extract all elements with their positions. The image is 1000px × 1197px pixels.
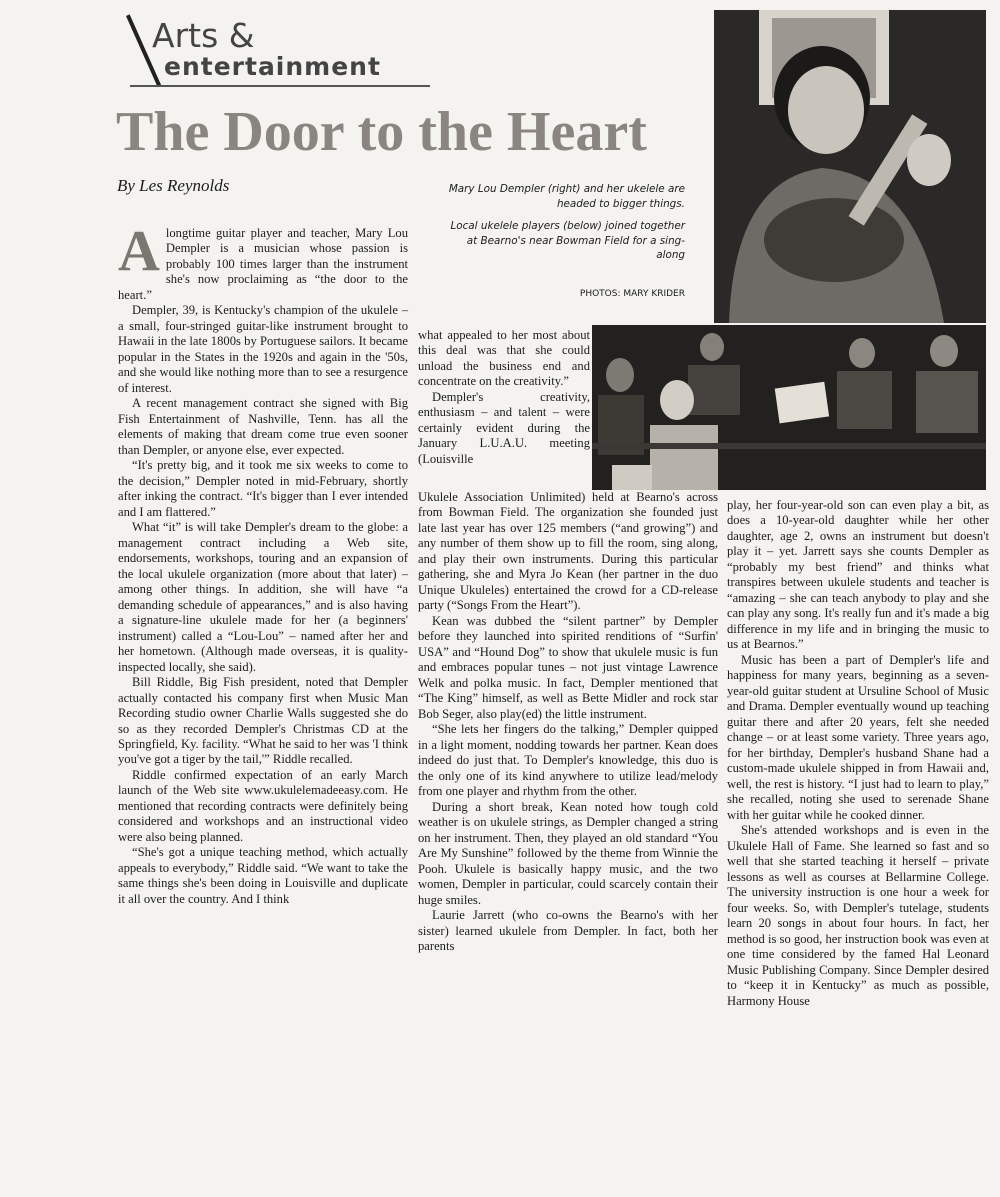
- section-arts: Arts &: [152, 16, 255, 55]
- photo-group: [592, 325, 986, 490]
- article-column-3: [727, 498, 989, 1009]
- photo-dempler-image: [714, 10, 986, 323]
- caption-2: Local ukelele players (below) joined together at Bearno's near Bowman Field for a sing-along: [450, 220, 685, 262]
- paragraph: play, her four-year-old son can even play a bit, as does a 10-year-old daughter while her other daughter, age 2, owns an instrument but doesn't play it – yet. Jarrett says she counts Dempler as “probably my best friend” and thinks what transpires between ukulele students and teacher is “amazing – she can teach anybody to play and she can play any song. It's really fun and it's made a big difference in my life and in bringing the music to us at Bearnos.”: [727, 498, 989, 652]
- paragraph: What “it” is will take Dempler's dream to the globe: a management contract including a Web site, endorsements, workshops, touring and an expansion of the local ukulele organization (more about that later) – among other things. In addition, she will have “a demanding schedule of appearances,” and is also having a signature-line ukulele made for her (a beginners' instrument) called a “Lou-Lou” – named after her and her hometown. (Although made overseas, it is quality-inspected locally, she said).: [118, 520, 408, 674]
- paragraph: Dempler, 39, is Kentucky's champion of the ukulele – a small, four-stringed guitar-like instrument brought to Hawaii in the late 1800s by Portuguese sailors. It became popular in the States in the 1920s and again in the '50s, and she would like nothing more than to see a resurgence of interest.: [118, 303, 408, 395]
- paragraph: longtime guitar player and teacher, Mary Lou Dempler is a musician whose passion is probably 100 times larger than the instrument she's now proclaiming as “the door to the heart.”: [118, 226, 408, 302]
- logo-underline: [130, 85, 430, 87]
- paragraph: A recent management contract she signed with Big Fish Entertainment of Nashville, Tenn. has all the elements of making that dream come true even sooner than Dempler, or anyone else, ever expected.: [118, 396, 408, 457]
- paragraph: Music has been a part of Dempler's life and happiness for many years, beginning as a seven-year-old guitar student at Ursuline School of Music and Drama. Dempler eventually wound up teaching guitar there and after 20 years, felt she needed change – or at least some variety. Three years ago, for her birthday, Dempler's husband Shane had a custom-made ukulele shipped in from Hawaii and, well, the rest is history. “I just had to learn to play,” she recalled, noting she used to serenade Shane with her guitar while he cooked dinner.: [727, 652, 989, 822]
- section-logo: [112, 10, 432, 90]
- paragraph: what appealed to her most about this deal was that she could unload the business end and concentrate on the creativity.”: [418, 328, 590, 389]
- paragraph: Riddle confirmed expectation of an early March launch of the Web site www.ukulelemadeeasy.com. He mentioned that recording contracts were definitely being considered and workshops and an instructional video were also being planned.: [118, 767, 408, 844]
- article-column-1: [118, 218, 408, 907]
- section-entertainment: entertainment: [164, 52, 381, 81]
- caption-1: Mary Lou Dempler (right) and her ukelele are headed to bigger things.: [448, 183, 685, 210]
- photo-credit: PHOTOS: MARY KRIDER: [579, 289, 685, 299]
- paragraph: Laurie Jarrett (who co-owns the Bearno's with her sister) learned ukulele from Dempler. In fact, both her parents: [418, 908, 718, 954]
- paragraph: Dempler's creativity, enthusiasm – and talent – were certainly evident during the January L.U.A.U. meeting (Louisville: [418, 389, 590, 466]
- paragraph: “It's pretty big, and it took me six weeks to come to the decision,” Dempler noted in mid-February, shortly after inking the contract. “It's bigger than I ever intended and I am flattered.”: [118, 458, 408, 519]
- article-column-2-top: [418, 328, 590, 467]
- photo-dempler: [714, 10, 986, 323]
- paragraph: “She lets her fingers do the talking,” Dempler quipped in a light moment, nodding towards her partner. Kean does indeed do just that. To Dempler's knowledge, this duo is the only one of its kind anywhere to utilize lead/melody from one player and rhythm from the other.: [418, 722, 718, 799]
- paragraph: Kean was dubbed the “silent partner” by Dempler before they launched into spirited renditions of “Surfin' USA” and “Hound Dog” to show that ukulele music is fun and embraces popular tunes – not just vintage Lawrence Welk and polka music. In fact, Dempler mentioned that “The King” himself, as well as Bette Midler and rock star Bob Seger, also play(ed) the little instrument.: [418, 613, 718, 721]
- paragraph: During a short break, Kean noted how tough cold weather is on ukulele strings, as Dempler changed a string on her instrument. Then, they played an old standard “You Are My Sunshine” followed by the theme from Winnie the Pooh. Ukulele is basically happy music, and the two women, Dempler in particular, could scarcely contain their huge smiles.: [418, 799, 718, 907]
- paragraph: “She's got a unique teaching method, which actually appeals to everybody,” Riddle said. “We want to take the same things she's been doing in Louisville and duplicate it all over the country. And I think: [118, 845, 408, 906]
- drop-cap: A: [118, 218, 160, 283]
- headline: The Door to the Heart: [116, 101, 647, 163]
- byline: By Les Reynolds: [117, 176, 230, 195]
- paragraph: She's attended workshops and is even in the Ukulele Hall of Fame. She learned so fast and so well that she started teaching it herself – private lessons as well as courses at Bellarmine College. The university instruction is one hour a week for four weeks. So, with Dempler's tutelage, students learn 20 songs in about four hours. In fact, her method is so good, her instruction book was even at one time considered by the famed Hal Leonard Music Publishing Company. Since Dempler desired to “keep it in Kentucky” as much as possible, Harmony House: [727, 823, 989, 1008]
- paragraph: Bill Riddle, Big Fish president, noted that Dempler actually contacted his company first when Music Man Recording studio owner Charlie Walls suggested she do so as they recorded Dempler's Christmas CD at the Springfield, Ky. facility. “What he said to her was 'I think you've got a tiger by the tail,'” Riddle recalled.: [118, 675, 408, 767]
- paragraph: Ukulele Association Unlimited) held at Bearno's across from Bowman Field. The organization she founded just late last year has over 125 members (“and growing”) and any number of them show up to fill the room, sing along, and play their own instruments. During this particular gathering, she and Myra Jo Kean (her partner in the duo Unique Ukuleles) entertained the crowd for a CD-release party (“Songs From the Heart”).: [418, 490, 718, 613]
- photo-group-image: [592, 325, 986, 490]
- article-column-2: [418, 490, 718, 955]
- photo-captions: [440, 182, 685, 271]
